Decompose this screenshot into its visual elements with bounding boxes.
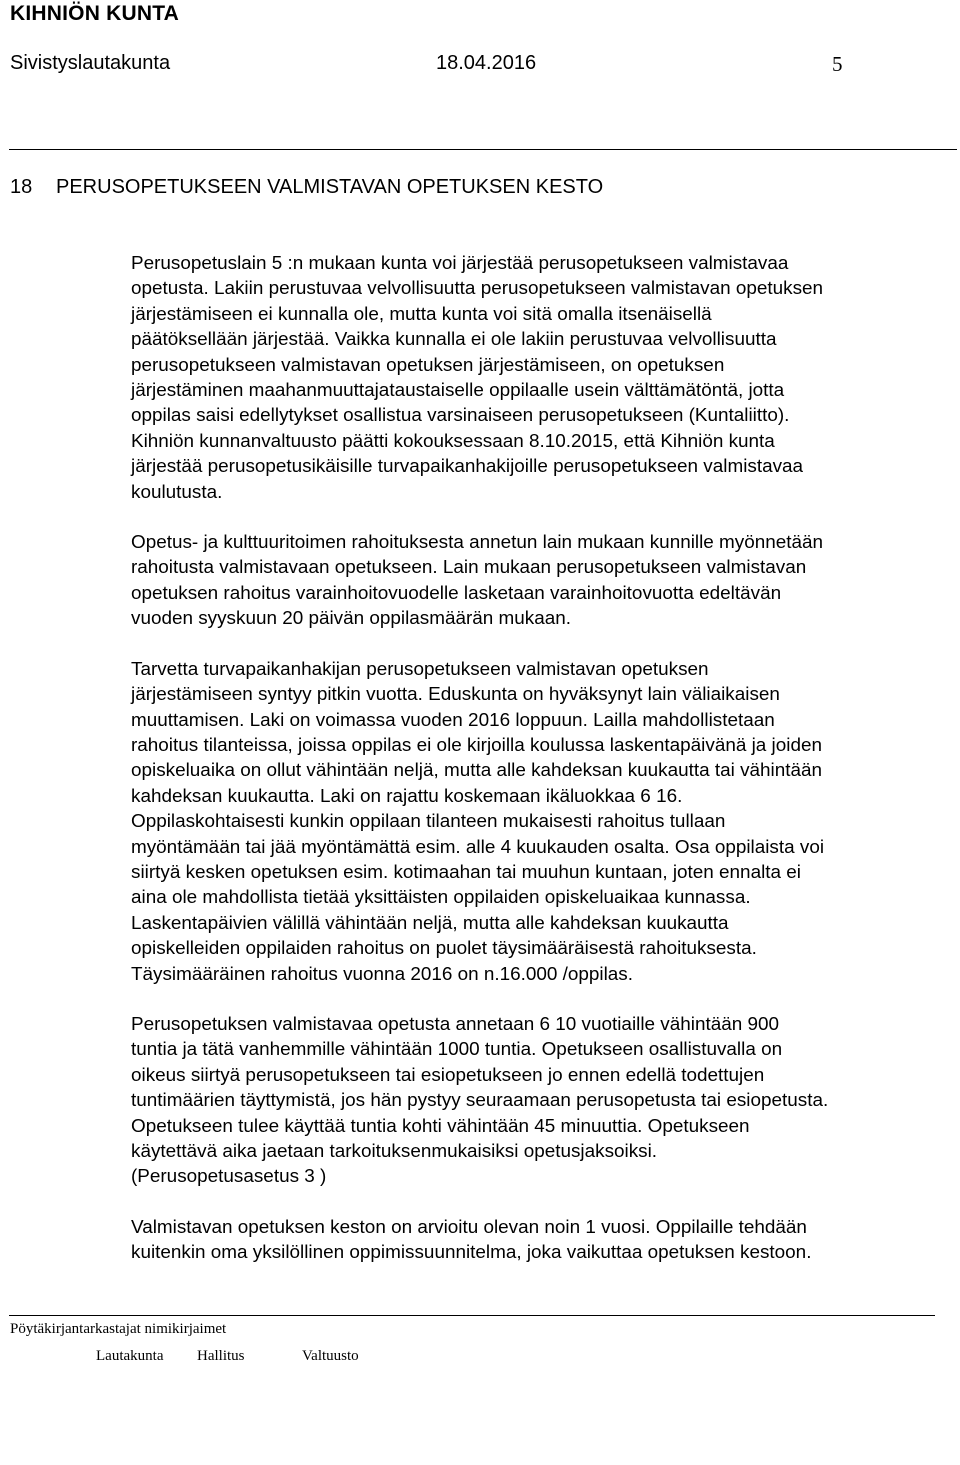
footer-label-hallitus: Hallitus bbox=[197, 1348, 245, 1364]
footer-title: Pöytäkirjantarkastajat nimikirjaimet bbox=[10, 1321, 227, 1337]
paragraph-line: Oppilaskohtaisesti kunkin oppilaan tilanteen mukaisesti rahoitus tullaan bbox=[131, 811, 726, 833]
paragraph-line: Tarvetta turvapaikanhakijan perusopetukseen valmistavan opetuksen bbox=[131, 658, 709, 680]
paragraph-line: muuttamisen. Laki on voimassa vuoden 2016 loppuun. Lailla mahdollistetaan bbox=[131, 709, 775, 731]
paragraph-line: perusopetukseen valmistavan opetuksen järjestämiseen, on opetuksen bbox=[131, 354, 725, 376]
paragraph-line: Perusopetuslain 5 :n mukaan kunta voi järjestää perusopetukseen valmistavaa bbox=[131, 253, 789, 274]
paragraph-line: siirtyä kesken opetuksen esim. kotimaahan tai muuhun kuntaan, joten ennalta ei bbox=[131, 861, 801, 883]
committee-name: Sivistyslautakunta bbox=[10, 52, 171, 74]
paragraph-line: myöntämään tai jää myöntämättä esim. alle 4 kuukauden osalta. Osa oppilaista voi bbox=[131, 836, 825, 858]
paragraph-line: rahoitus tilanteissa, joissa oppilas ei ole kirjoilla koulussa laskentapäivänä ja joiden bbox=[131, 734, 822, 756]
paragraph-line: koulutusta. bbox=[131, 481, 223, 503]
footer-label-valtuusto: Valtuusto bbox=[302, 1348, 359, 1364]
paragraph bbox=[131, 657, 951, 987]
paragraph-line: kuitenkin oma yksilöllinen oppimissuunnitelma, joka vaikuttaa opetuksen kestoon. bbox=[131, 1242, 812, 1264]
organization-name: KIHNIÖN KUNTA bbox=[10, 2, 180, 25]
paragraph-line: opiskelleiden oppilaiden rahoitus on puolet täysimääräisestä rahoituksesta. bbox=[131, 938, 757, 960]
header-divider bbox=[9, 149, 957, 150]
paragraph-line: kahdeksan kuukautta. Laki on rajattu koskemaan ikäluokkaa 6 16. bbox=[131, 785, 683, 807]
paragraph-line: (Perusopetusasetus 3 ) bbox=[131, 1166, 327, 1188]
paragraph-line: Laskentapäivien välillä vähintään neljä, mutta alle kahdeksan kuukautta bbox=[131, 912, 729, 934]
document-body bbox=[131, 251, 951, 1291]
paragraph-line: aina ole mahdollista tietää yksittäisten oppilaiden opiskeluaikaa kunnassa. bbox=[131, 887, 751, 909]
footer-label-lautakunta: Lautakunta bbox=[96, 1348, 164, 1364]
paragraph-line: Opetukseen tulee käyttää tuntia kohti vähintään 45 minuuttia. Opetukseen bbox=[131, 1115, 750, 1137]
section-heading bbox=[10, 176, 603, 199]
section-number: 18 bbox=[10, 176, 33, 198]
paragraph bbox=[131, 1215, 951, 1266]
meeting-date: 18.04.2016 bbox=[436, 52, 537, 74]
paragraph-line: Valmistavan opetuksen keston on arvioitu olevan noin 1 vuosi. Oppilaille tehdään bbox=[131, 1216, 807, 1238]
paragraph-line: Opetus- ja kulttuuritoimen rahoituksesta annetun lain mukaan kunnille myönnetään bbox=[131, 532, 824, 554]
paragraph-line: päätöksellään järjestää. Vaikka kunnalla ei ole lakiin perustuvaa velvollisuutta bbox=[131, 329, 777, 351]
paragraph-line: opetuksen rahoitus varainhoitovuodelle lasketaan varainhoitovuotta edeltävän bbox=[131, 582, 782, 604]
paragraph-line: tuntia ja tätä vanhemmille vähintään 1000 tuntia. Opetukseen osallistuvalla on bbox=[131, 1039, 783, 1061]
paragraph-line: Täysimääräinen rahoitus vuonna 2016 on n.16.000 /oppilas. bbox=[131, 963, 633, 985]
paragraph-line: opiskeluaika on ollut vähintään neljä, mutta alle kahdeksan kuukautta tai vähintään bbox=[131, 760, 823, 782]
page-number: 5 bbox=[832, 52, 843, 76]
paragraph-line: oppilas saisi edellytykset osallistua varsinaiseen perusopetukseen (Kuntaliitto). bbox=[131, 405, 790, 427]
paragraph-line: opetusta. Lakiin perustuvaa velvollisuutta perusopetukseen valmistavan opetuksen bbox=[131, 278, 824, 300]
footer-divider bbox=[9, 1315, 935, 1316]
paragraph-line: oikeus siirtyä perusopetukseen tai esiopetukseen jo ennen edellä todettujen bbox=[131, 1064, 765, 1086]
paragraph-line: rahoitusta valmistavaan opetukseen. Lain mukaan perusopetukseen valmistavan bbox=[131, 557, 807, 579]
paragraph bbox=[131, 530, 951, 632]
paragraph-line: Perusopetuksen valmistavaa opetusta annetaan 6 10 vuotiaille vähintään 900 bbox=[131, 1013, 779, 1035]
paragraph-line: Kihniön kunnanvaltuusto päätti kokouksessaan 8.10.2015, että Kihniön kunta bbox=[131, 430, 775, 452]
paragraph-line: järjestämiseen ei kunnalla ole, mutta kunta voi sitä omalla itsenäisellä bbox=[131, 303, 712, 325]
paragraph bbox=[131, 251, 951, 505]
paragraph-line: käytettävä aika jaetaan tarkoituksenmukaisiksi opetusjaksoiksi. bbox=[131, 1141, 658, 1162]
paragraph bbox=[131, 1012, 951, 1190]
section-title: PERUSOPETUKSEEN VALMISTAVAN OPETUKSEN KESTO bbox=[56, 176, 604, 198]
paragraph-line: vuoden syyskuun 20 päivän oppilasmäärän mukaan. bbox=[131, 608, 572, 630]
paragraph-line: järjestää perusopetusikäisille turvapaikanhakijoille perusopetukseen valmistavaa bbox=[131, 456, 804, 478]
paragraph-line: järjestäminen maahanmuuttajataustaiselle oppilaalle usein välttämätöntä, jotta bbox=[131, 380, 785, 402]
paragraph-line: tuntimäärien täyttymistä, jos hän pystyy seuraamaan perusopetusta tai esiopetusta. bbox=[131, 1090, 829, 1112]
paragraph-line: järjestämiseen syntyy pitkin vuotta. Eduskunta on hyväksynyt lain väliaikaisen bbox=[131, 684, 780, 706]
